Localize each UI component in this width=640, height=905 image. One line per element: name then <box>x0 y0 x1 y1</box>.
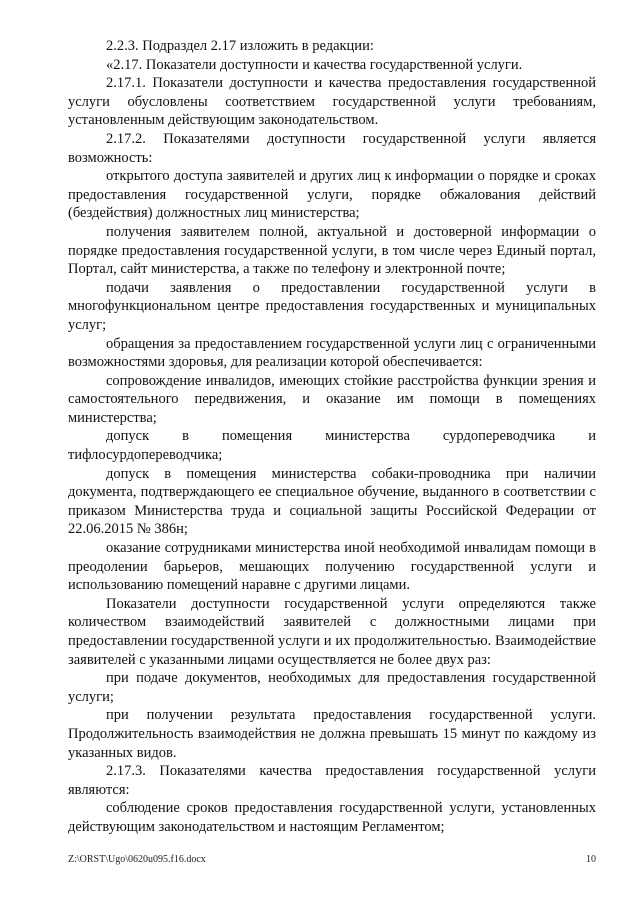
document-body <box>68 37 596 837</box>
paragraph-2-17-1: 2.17.1. Показатели доступности и качества предоставления государственной услуги обусловлены соответствием государственной услуги требованиям, установленным действующим законодательством. <box>68 75 596 129</box>
paragraph-disabled-access: обращения за предоставлением государственной услуги лиц с ограниченными возможностями здоровья, для реализации которой обеспечивается: <box>68 335 596 371</box>
paragraph-submit-documents: при подаче документов, необходимых для предоставления государственной услуги; <box>68 670 596 705</box>
paragraph-staff-assistance: оказание сотрудниками министерства иной необходимой инвалидам помощи в преодолении барьеров, мешающих получению государственной услуги и использованию помещений наравне с другими лицами. <box>68 540 596 594</box>
paragraph-open-access: открытого доступа заявителей и других лиц к информации о порядке и сроках предоставления государственной услуги, порядке обжалования действий (бездействия) должностных лиц министерства; <box>68 168 596 222</box>
footer-page-number: 10 <box>586 854 596 865</box>
paragraph-interactions: Показатели доступности государственной услуги определяются также количеством взаимодействий заявителей с должностными лицами при предоставлении государственной услуги и их продолжительностью. Взаимодействие заявителей с указанными лицами осуществляется не более двух раз: <box>68 595 596 668</box>
footer-file-path: Z:\ORST\Ugo\0620u095.f16.docx <box>68 854 206 865</box>
paragraph-2-17-heading: «2.17. Показатели доступности и качества государственной услуги. <box>106 56 523 73</box>
paragraph-mfc-application: подачи заявления о предоставлении государственной услуги в многофункциональном центре предоставления государственных и муниципальных услуг; <box>68 279 596 333</box>
paragraph-receive-result: при получении результата предоставления государственной услуги. Продолжительность взаимодействия не должна превышать 15 минут по каждому из указанных видов. <box>68 707 596 761</box>
paragraph-guide-dog: допуск в помещения министерства собаки-проводника при наличии документа, подтверждающего ее специальное обучение, выданного в соответствии с приказом Министерства труда и социальной защиты Российской Федерации от 22.06.2015 № 386н; <box>68 465 596 538</box>
paragraph-deadlines: соблюдение сроков предоставления государственной услуги, установленных действующим законодательством и настоящим Регламентом; <box>68 800 596 835</box>
paragraph-2-17-3: 2.17.3. Показателями качества предоставления государственной услуги являются: <box>68 763 596 798</box>
paragraph-sign-interpreter: допуск в помещения министерства сурдопереводчика и тифлосурдопереводчика; <box>68 428 596 464</box>
paragraph-full-information: получения заявителем полной, актуальной и достоверной информации о порядке предоставления государственной услуги, в том числе через Единый портал, Портал, сайт министерства, а также по телефону и электронной почте; <box>68 223 596 278</box>
paragraph-escort: сопровождение инвалидов, имеющих стойкие расстройства функции зрения и самостоятельного передвижения, и оказание им помощи в помещениях министерства; <box>68 372 596 426</box>
paragraph-2-2-3: 2.2.3. Подраздел 2.17 изложить в редакции: <box>106 38 374 54</box>
paragraph-2-17-2: 2.17.2. Показателями доступности государственной услуги является возможность: <box>68 130 596 166</box>
